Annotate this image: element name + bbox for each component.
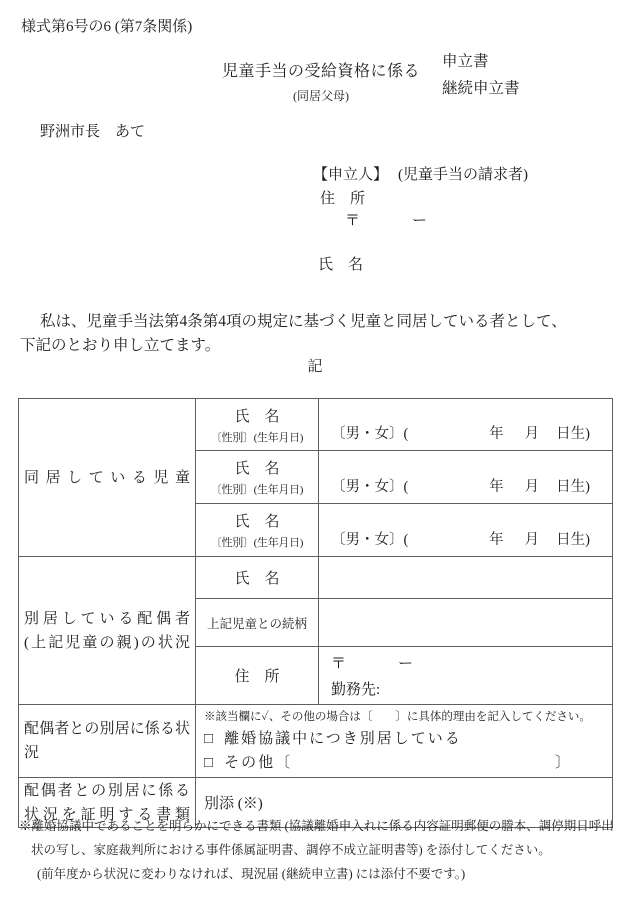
- option-other-label: その他〔: [224, 755, 293, 771]
- child-1-entry-cell[interactable]: [319, 399, 613, 451]
- year-label: 年: [489, 532, 504, 548]
- child-2-birth-line: [331, 475, 590, 496]
- proof-documents-label-line2: 状況を証明する書類: [24, 806, 190, 823]
- year-label: 年: [489, 426, 504, 442]
- applicant-postal-mark: 〒: [345, 213, 361, 229]
- child-1-name-label-cell: [196, 399, 319, 451]
- spouse-workplace-label: 勤務先:: [331, 682, 381, 698]
- option-divorce-negotiation-label: 離婚協議中につき別居している: [224, 731, 462, 747]
- form-number: 様式第6号の6 (第7条関係): [21, 19, 193, 35]
- month-label: 月: [524, 426, 540, 442]
- separation-status-entry-cell: [196, 705, 613, 778]
- option-other-close-bracket: 〕: [554, 755, 570, 771]
- proof-documents-label-line1: 配偶者との別居に係る: [24, 782, 190, 799]
- footnote-line-2: 状の写し、家庭裁判所における事件係属証明書、調停不成立証明書等) を添付してください。: [31, 843, 551, 857]
- body-line-2: 下記のとおり申し立てます。: [20, 337, 221, 354]
- spouse-section-label-cell: [19, 557, 196, 705]
- list-marker: 記: [307, 359, 323, 375]
- spouse-name-label-cell: [196, 557, 319, 599]
- child-sex-dob-label: 〔性別〕(生年月日): [210, 431, 304, 444]
- spouse-name-label: 氏 名: [234, 571, 280, 587]
- child-sex-dob-label: 〔性別〕(生年月日): [210, 537, 304, 549]
- spouse-postal-line: [331, 652, 413, 673]
- month-label: 月: [524, 532, 540, 548]
- child-2-name-label-cell: [196, 451, 319, 504]
- child-sex-dob-label: 〔性別〕(生年月日): [210, 484, 304, 496]
- spouse-address-entry-cell[interactable]: [319, 647, 613, 705]
- body-line-1: 私は、児童手当法第4条第4項の規定に基づく児童と同居している者として、: [40, 313, 567, 330]
- spouse-postal-dash: ー: [398, 656, 414, 672]
- month-label: 月: [524, 479, 540, 495]
- child-sex-field: 〔男・女〕(: [331, 479, 409, 495]
- body-paragraph: [20, 310, 620, 358]
- applicant-block: [313, 164, 528, 276]
- child-3-entry-cell[interactable]: [319, 504, 613, 557]
- applicant-postal-dash: ー: [412, 213, 428, 229]
- footnote-line-3: (前年度から状況に変わりなければ、現況届 (継続申立書) には添付不要です。): [37, 867, 466, 881]
- title-block: [222, 48, 520, 104]
- separation-status-label: 配偶者との別居に係る状況: [24, 721, 190, 761]
- child-3-birth-line: [331, 528, 590, 549]
- children-section-label: 同居している児童: [24, 469, 190, 486]
- child-name-label: 氏 名: [234, 408, 280, 425]
- children-section-label-cell: [19, 399, 196, 557]
- doc-type-continuation: 継続申立書: [442, 80, 520, 97]
- proof-documents-value: 別添 (※): [204, 796, 263, 812]
- applicant-address-label: 住 所: [320, 191, 366, 207]
- child-name-label: 氏 名: [234, 514, 280, 530]
- application-table: [18, 398, 613, 828]
- spouse-section-label-line1: 別居している配偶者: [24, 610, 190, 627]
- year-label: 年: [489, 479, 504, 495]
- footnotes: [19, 814, 623, 886]
- child-name-label: 氏 名: [234, 461, 280, 477]
- applicant-name-label: 氏 名: [318, 257, 364, 273]
- day-label: 日生): [556, 532, 590, 548]
- child-3-name-label-cell: [196, 504, 319, 557]
- child-sex-field: 〔男・女〕(: [331, 426, 409, 442]
- day-label: 日生): [556, 426, 590, 442]
- spouse-address-label-cell: [196, 647, 319, 705]
- addressee: 野洲市長 あて: [40, 124, 146, 140]
- spouse-postal-mark: 〒: [331, 656, 347, 672]
- spouse-section-label-line2: (上記児童の親)の状況: [24, 634, 190, 651]
- spouse-name-entry-cell[interactable]: [319, 557, 613, 599]
- spouse-address-label: 住 所: [234, 669, 280, 685]
- spouse-relation-entry-cell[interactable]: [319, 599, 613, 647]
- separation-status-note: ※該当欄に✓、その他の場合は〔 〕に具体的理由を記入してください。: [204, 711, 591, 723]
- separation-status-label-cell: [19, 705, 196, 778]
- spouse-relation-label: 上記児童との続柄: [206, 616, 307, 631]
- checkbox-divorce-negotiation[interactable]: □: [204, 731, 214, 747]
- spouse-relation-label-cell: [196, 599, 319, 647]
- checkbox-other-reason[interactable]: □: [204, 755, 214, 771]
- applicant-note: (児童手当の請求者): [398, 167, 529, 183]
- child-2-entry-cell[interactable]: [319, 451, 613, 504]
- form-title: 児童手当の受給資格に係る: [222, 63, 421, 80]
- form-title-subtitle: (同居父母): [293, 89, 349, 103]
- applicant-label: 【申立人】: [313, 167, 389, 183]
- child-sex-field: 〔男・女〕(: [331, 532, 409, 548]
- doc-type-petition: 申立書: [442, 53, 489, 70]
- footnote-line-1: ※離婚協議中であることを明らかにできる書類 (協議離婚申入れに係る内容証明郵便の謄本、調停期日呼出: [19, 819, 614, 833]
- child-1-birth-line: [331, 422, 590, 443]
- day-label: 日生): [556, 479, 590, 495]
